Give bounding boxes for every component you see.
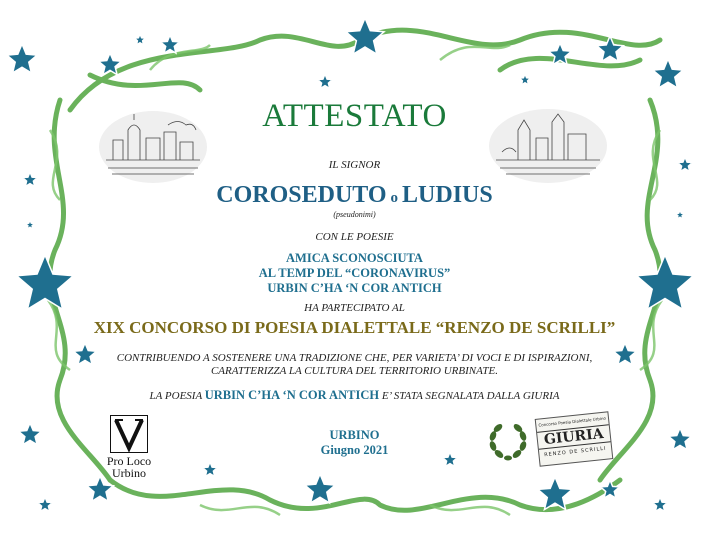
contribution-line: CONTRIBUENDO A SOSTENERE UNA TRADIZIONE CHE, PER VARIETA’ DI VOCI E DI ISPIRAZIONI, [116,352,593,364]
contest-name: XIX CONCORSO DI POESIA DIALETTALE “RENZO DE SCRILLI” [93,318,616,337]
poems-list [0,251,709,296]
date: Giugno 2021 [320,443,389,457]
name-second: LUDIUS [402,182,493,208]
star-icon [161,35,180,53]
star-icon [202,462,217,477]
city: URBINO [329,428,380,442]
pro-loco-line2: Urbino [112,466,146,480]
poems-intro: CON LE POESIE [315,231,394,243]
recognition-poem: URBIN C’HA ‘N COR ANTICH [204,388,380,402]
recipient-name [0,182,709,209]
name-first: COROSEDUTO [216,182,387,208]
certificate-title: ATTESTATO [262,98,447,134]
star-icon [37,497,52,512]
star-icon [519,74,530,85]
pro-loco-logo [104,415,154,479]
pseudonym-note: (pseudonimi) [333,210,376,219]
stamp-top: Concorso Poesia Dialettale Urbino [538,415,607,428]
contribution-text [0,352,709,378]
pro-loco-mark-icon [110,415,148,453]
star-icon [317,74,332,89]
laurel-wreath-icon [484,416,532,464]
star-icon [7,44,37,73]
poem-title: AL TEMP DEL “CORONAVIRUS” [258,266,451,280]
stamp-bottom: RENZO DE SCRILLI [543,445,607,459]
recognition-suffix: E’ STATA SEGNALATA DALLA GIURIA [381,390,560,402]
name-join: o [390,190,399,206]
pro-loco-line1: Pro Loco [106,454,152,468]
poem-title: AMICA SCONOSCIUTA [286,251,423,265]
star-icon [346,18,384,54]
stamp-main: GIURIA [537,424,610,449]
contribution-line: CARATTERIZZA LA CULTURA DEL TERRITORIO URBINATE. [210,365,499,377]
participated-label: HA PARTECIPATO AL [304,302,405,314]
jury-stamp [535,411,614,466]
star-icon [305,474,335,503]
recognition-text [0,388,709,403]
intro-label: IL SIGNOR [328,159,381,171]
poem-title: URBIN C’HA ‘N COR ANTICH [267,281,442,295]
star-icon [653,59,683,88]
star-icon [134,34,145,45]
recognition-prefix: LA POESIA [149,390,202,402]
star-icon [652,497,667,512]
star-icon [25,220,35,229]
